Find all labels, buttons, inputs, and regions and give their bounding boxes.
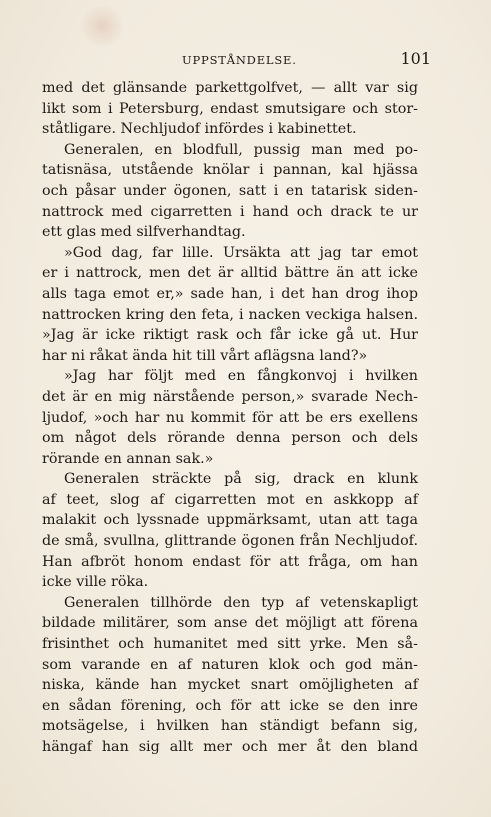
text-line: och påsar under ögonen, satt i en tatarisk siden- <box>42 182 418 199</box>
text-line: er i nattrock, men det är alltid bättre än att icke <box>42 265 418 282</box>
text-line: de små, svullna, glittrande ögonen från Nechljudof. <box>42 533 418 550</box>
text-line: icke ville röka. <box>42 574 149 591</box>
body-text <box>42 78 418 758</box>
text-line: en sådan förening, och för att icke se den inre <box>42 697 418 714</box>
text-line: med det glänsande parkettgolfvet, — allt var sig <box>42 80 418 96</box>
text-line: motsägelse, i hvilken han ständigt befann sig, <box>42 718 418 735</box>
text-line: »Jag är icke riktigt rask och får icke gå ut. Hur <box>42 327 418 344</box>
text-line: tatisnäsa, utstående knölar i pannan, kal hjässa <box>42 162 418 179</box>
running-title: UPPSTÅNDELSE. <box>182 53 297 67</box>
text-line: Generalen, en blodfull, pussig man med po- <box>64 141 418 158</box>
paper-stain <box>78 6 126 46</box>
text-line: har ni råkat ända hit till vårt aflägsna land?» <box>42 347 368 364</box>
text-line: Han afbröt honom endast för att fråga, om han <box>42 553 418 570</box>
text-line: hängaf han sig allt mer och mer åt den bland <box>42 739 418 755</box>
text-line: »God dag, far lille. Ursäkta att jag tar emot <box>64 244 418 261</box>
text-line: likt som i Petersburg, endast smutsigare och stor- <box>42 100 418 117</box>
text-line: nattrock med cigarretten i hand och drack te ur <box>42 203 418 220</box>
text-line: det är en mig närstående person,» svarade Nech- <box>42 388 418 405</box>
text-line: Generalen tillhörde den typ af vetenskapligt <box>64 594 418 611</box>
text-line: Generalen sträckte på sig, drack en klunk <box>64 471 418 488</box>
text-line: ljudof, »och har nu kommit för att be ers exellens <box>42 409 418 426</box>
text-line: som varande en af naturen klok och god män- <box>42 656 418 673</box>
text-line: rörande en annan sak.» <box>42 450 214 467</box>
text-line: bildade militärer, som anse det möjligt att förena <box>42 615 418 632</box>
text-line: om något dels rörande denna person och dels <box>42 430 418 447</box>
text-line: nattrocken kring den feta, i nacken veckiga halsen. <box>42 306 418 323</box>
text-line: alls taga emot er,» sade han, i det han drog ihop <box>42 285 418 302</box>
text-line: »Jag har följt med en fångkonvoj i hvilken <box>64 368 418 385</box>
text-line: ett glas med silfverhandtag. <box>42 224 246 241</box>
page-header <box>42 49 431 69</box>
text-line: frisinthet och humanitet med sitt yrke. Men så- <box>42 636 418 653</box>
text-line: niska, kände han mycket snart omöjligheten af <box>42 677 418 694</box>
text-line: malakit och lyssnade uppmärksamt, utan att taga <box>42 512 418 529</box>
page-number: 101 <box>400 49 431 68</box>
text-line: ståtligare. Nechljudof infördes i kabinettet. <box>42 121 357 138</box>
text-line: af teet, slog af cigarretten mot en askkopp af <box>42 491 418 508</box>
